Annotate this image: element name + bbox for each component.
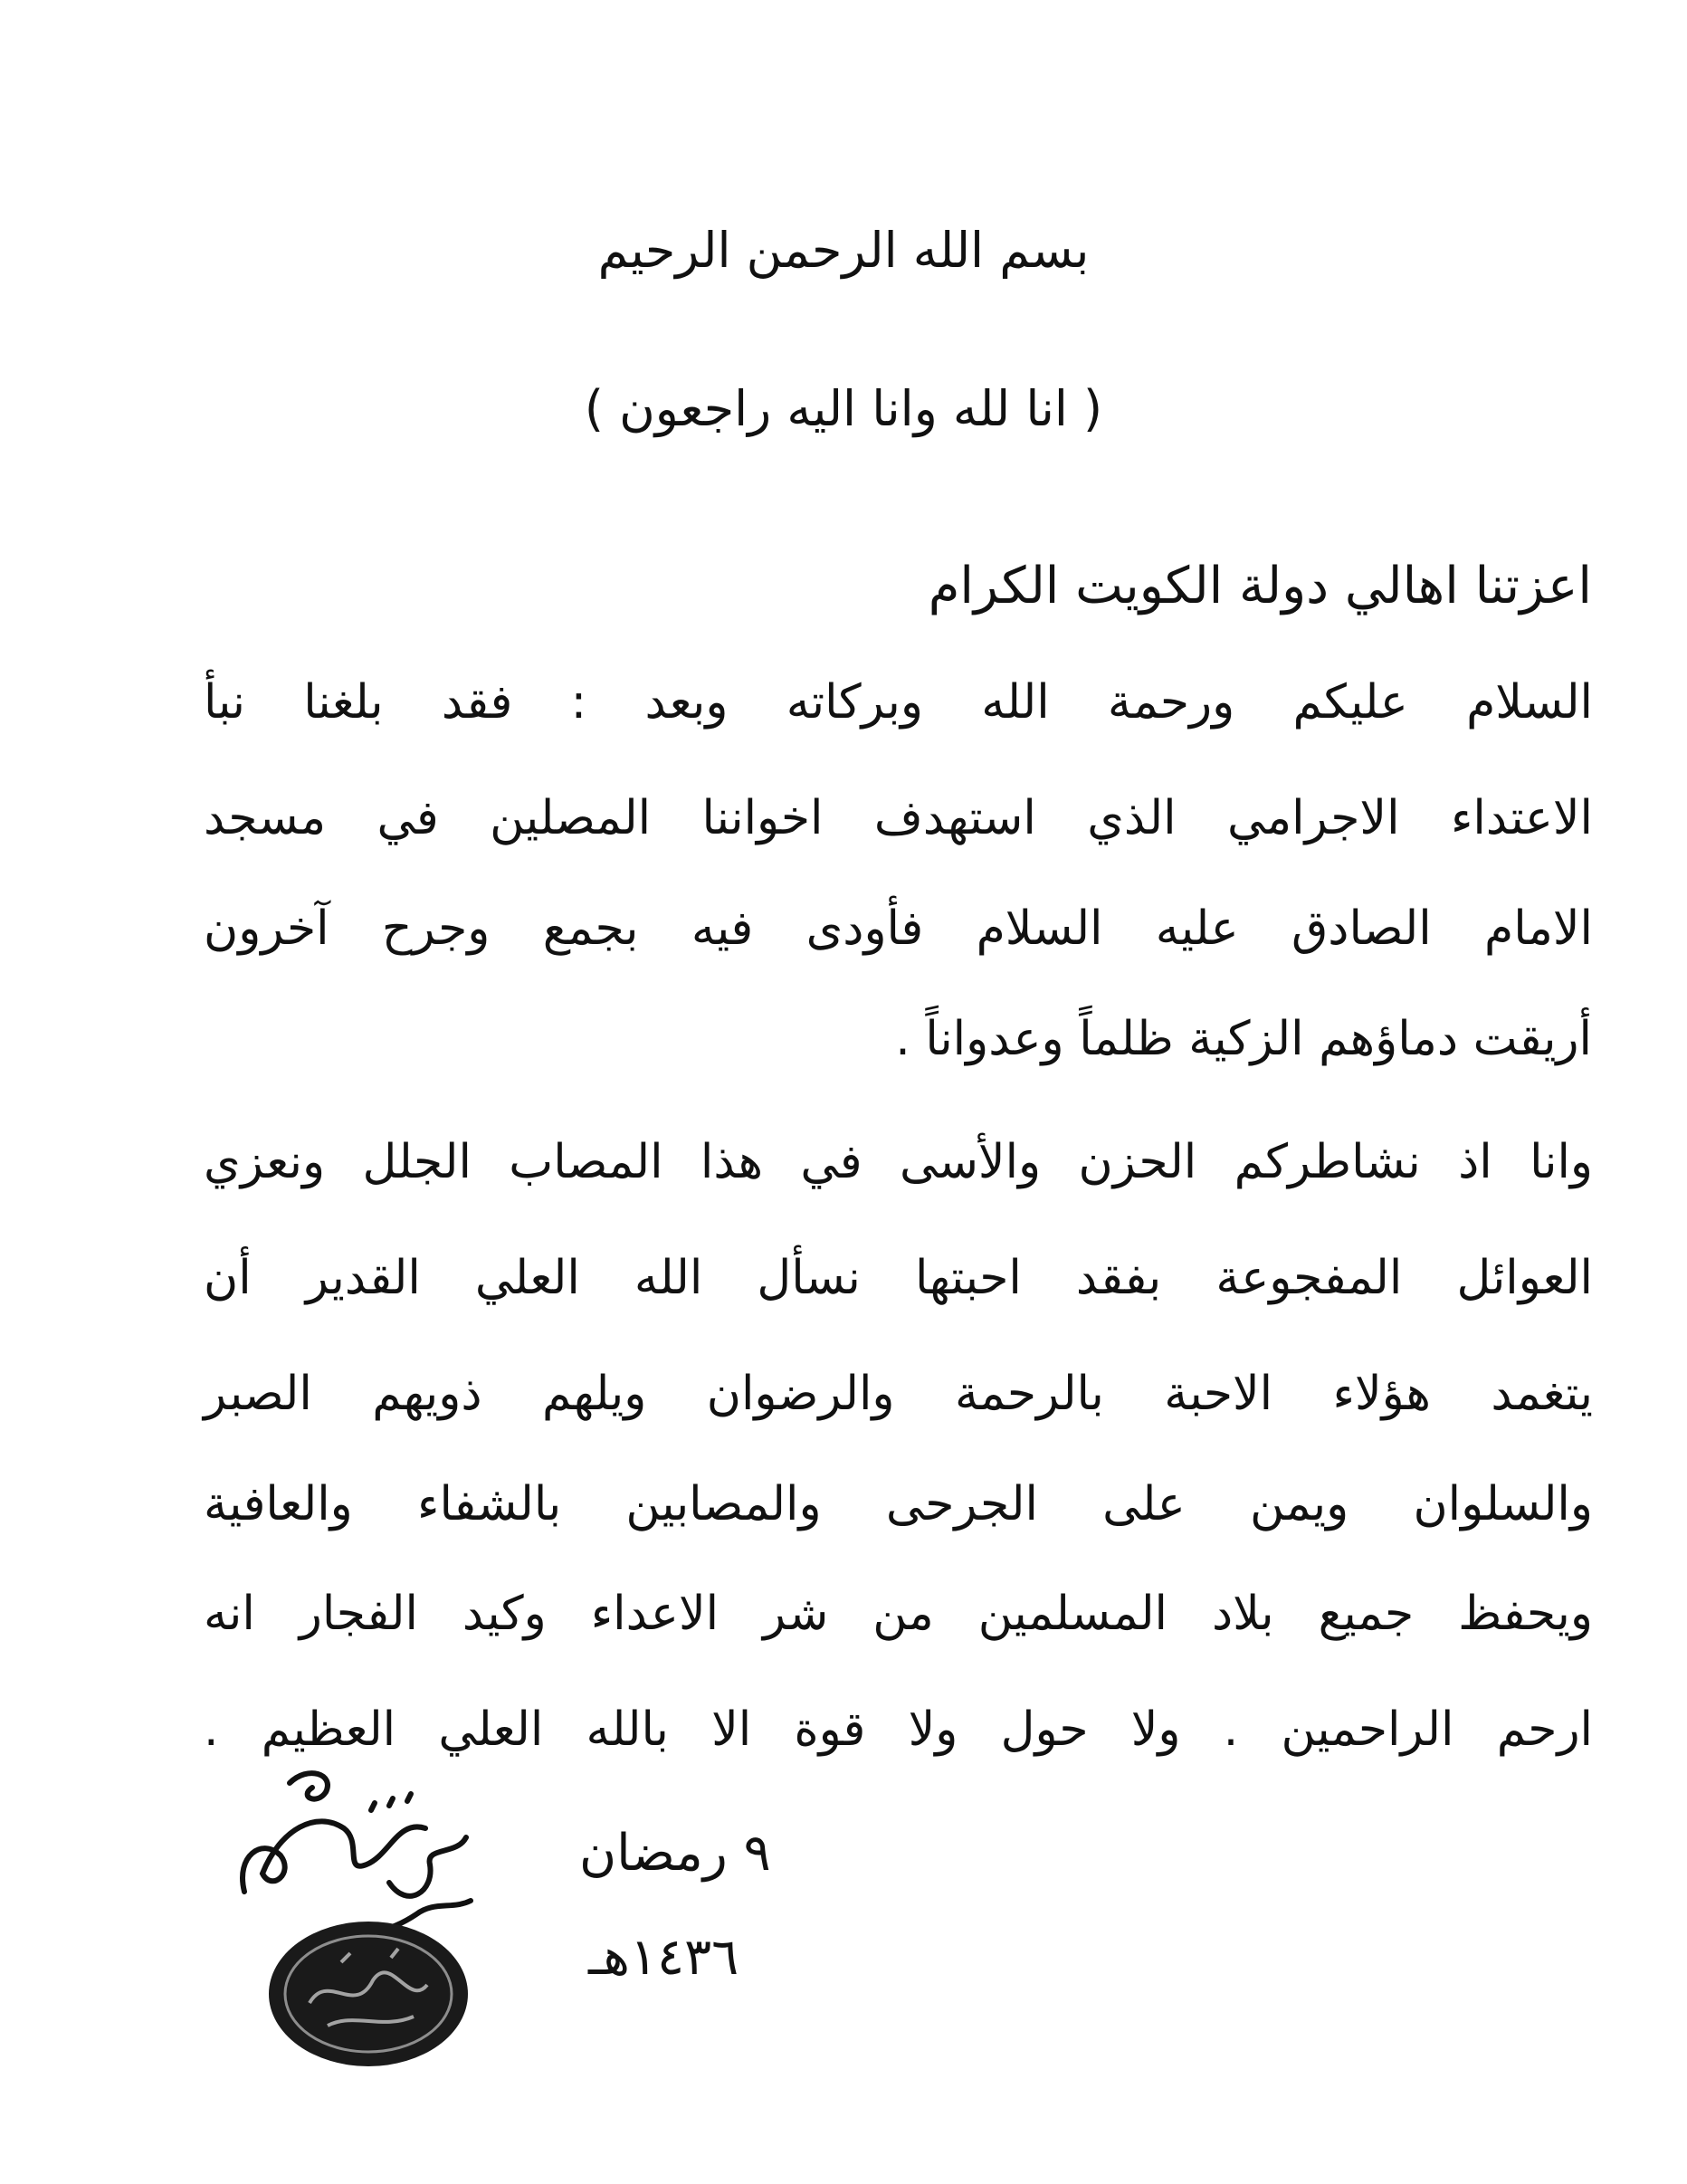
body-line: السلام عليكم ورحمة الله وبركاته وبعد : فقد بلغنا نبأ — [204, 675, 1593, 730]
date-year: ١٤٣٦هـ — [588, 1928, 739, 1987]
body-line: ويحفظ جميع بلاد المسلمين من شر الاعداء وكيد الفجار انه — [204, 1587, 1593, 1641]
body-line: الاعتداء الاجرامي الذي استهدف اخواننا المصلين في مسجد — [204, 791, 1593, 845]
body-line: يتغمد هؤلاء الاحبة بالرحمة والرضوان ويلهم ذويهم الصبر — [204, 1367, 1593, 1421]
date-day-month: ٩ رمضان — [579, 1824, 771, 1883]
body-line: أريقت دماؤهم الزكية ظلماً وعدواناً . — [895, 1012, 1592, 1066]
body-line: ارحم الراحمين . ولا حول ولا قوة الا بالله العلي العظيم . — [204, 1702, 1593, 1757]
official-seal — [264, 1917, 472, 2071]
quran-verse: ( انا لله وانا اليه راجعون ) — [584, 380, 1103, 437]
basmala-heading: بسم الله الرحمن الرحيم — [597, 222, 1090, 279]
body-line: والسلوان ويمن على الجرحى والمصابين بالشفاء والعافية — [204, 1477, 1593, 1531]
body-line: الامام الصادق عليه السلام فأودى فيه بجمع وجرح آخرون — [204, 901, 1593, 956]
salutation: اعزتنا اهالي دولة الكويت الكرام — [928, 557, 1592, 615]
body-line: وانا اذ نشاطركم الحزن والأسى في هذا المصاب الجلل ونعزي — [204, 1135, 1593, 1189]
body-line: العوائل المفجوعة بفقد احبتها نسأل الله العلي القدير أن — [204, 1251, 1593, 1305]
